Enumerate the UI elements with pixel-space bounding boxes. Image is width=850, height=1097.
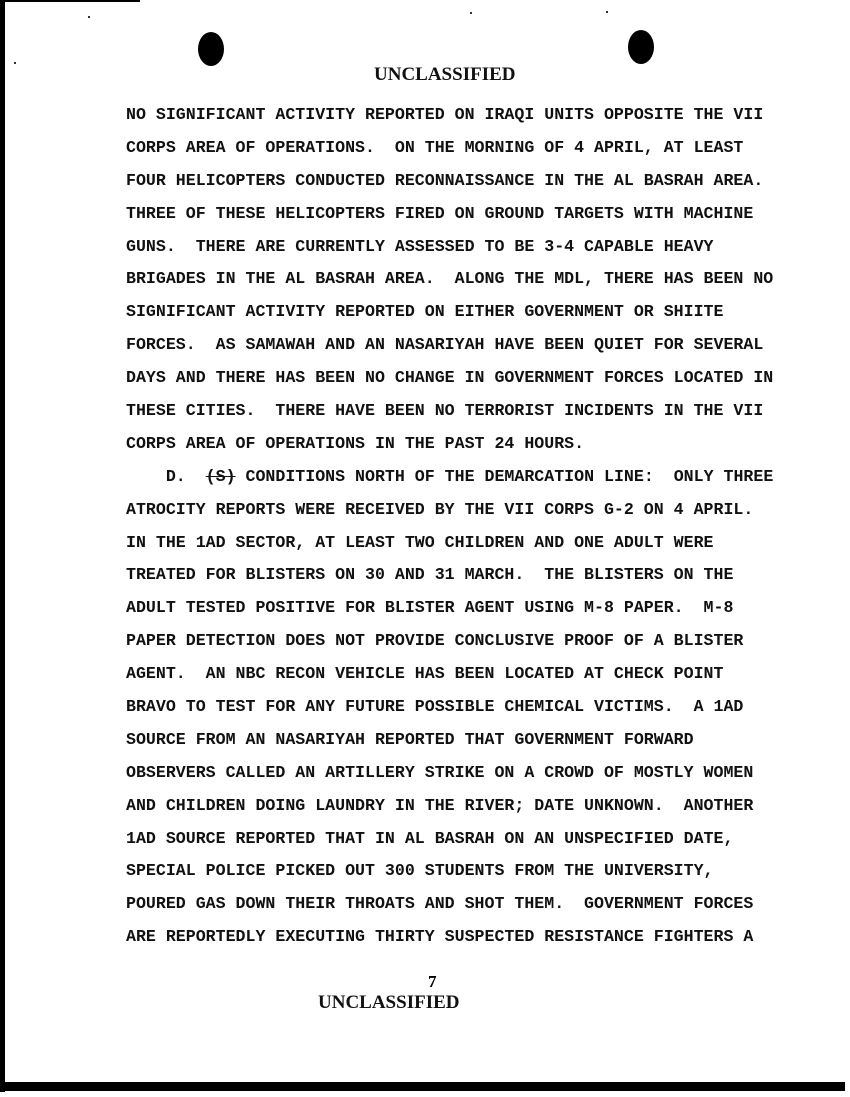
document-body <box>126 99 773 954</box>
text-line: THESE CITIES. THERE HAVE BEEN NO TERRORIST INCIDENTS IN THE VII <box>126 401 764 421</box>
scan-border-bottom <box>0 1082 845 1091</box>
scan-speck <box>88 16 90 18</box>
scan-speck <box>14 62 16 64</box>
scan-border-left <box>0 0 5 1092</box>
punch-hole-left <box>198 32 224 66</box>
scan-speck <box>470 12 472 14</box>
punch-hole-right <box>628 30 654 64</box>
text-line: FOUR HELICOPTERS CONDUCTED RECONNAISSANCE IN THE AL BASRAH AREA. <box>126 170 764 190</box>
footer-classification: UNCLASSIFIED <box>318 992 460 1013</box>
text-line: IN THE 1AD SECTOR, AT LEAST TWO CHILDREN AND ONE ADULT WERE <box>126 532 714 552</box>
text-line: GUNS. THERE ARE CURRENTLY ASSESSED TO BE 3-4 CAPABLE HEAVY <box>126 236 714 256</box>
text-line: SOURCE FROM AN NASARIYAH REPORTED THAT GOVERNMENT FORWARD <box>126 729 694 749</box>
text-line: 1AD SOURCE REPORTED THAT IN AL BASRAH ON AN UNSPECIFIED DATE, <box>126 828 734 848</box>
text-line: AND CHILDREN DOING LAUNDRY IN THE RIVER; DATE UNKNOWN. ANOTHER <box>126 795 754 815</box>
text-line: THREE OF THESE HELICOPTERS FIRED ON GROUND TARGETS WITH MACHINE <box>126 203 754 223</box>
text-line: OBSERVERS CALLED AN ARTILLERY STRIKE ON A CROWD OF MOSTLY WOMEN <box>126 762 754 782</box>
text-line: CORPS AREA OF OPERATIONS. ON THE MORNING OF 4 APRIL, AT LEAST <box>126 137 744 157</box>
text-line: ARE REPORTEDLY EXECUTING THIRTY SUSPECTED RESISTANCE FIGHTERS A <box>126 927 754 947</box>
text-line: ATROCITY REPORTS WERE RECEIVED BY THE VII CORPS G-2 ON 4 APRIL. <box>126 499 754 519</box>
text-line: NO SIGNIFICANT ACTIVITY REPORTED ON IRAQI UNITS OPPOSITE THE VII <box>126 105 764 124</box>
header-classification: UNCLASSIFIED <box>374 64 516 85</box>
struck-classification-marking: (S) <box>205 466 236 486</box>
paragraph-c-continued <box>126 99 773 461</box>
paragraph-d-first-line <box>126 461 773 494</box>
text-line: TREATED FOR BLISTERS ON 30 AND 31 MARCH. THE BLISTERS ON THE <box>126 565 734 585</box>
scan-speck <box>606 11 608 13</box>
scan-border-top <box>0 0 140 2</box>
text-line: FORCES. AS SAMAWAH AND AN NASARIYAH HAVE BEEN QUIET FOR SEVERAL <box>126 335 764 355</box>
text-line: POURED GAS DOWN THEIR THROATS AND SHOT THEM. GOVERNMENT FORCES <box>126 894 754 914</box>
text-line: SIGNIFICANT ACTIVITY REPORTED ON EITHER GOVERNMENT OR SHIITE <box>126 302 724 322</box>
text-line: DAYS AND THERE HAS BEEN NO CHANGE IN GOVERNMENT FORCES LOCATED IN <box>126 368 774 388</box>
text-line: SPECIAL POLICE PICKED OUT 300 STUDENTS FROM THE UNIVERSITY, <box>126 861 714 881</box>
text-line: BRIGADES IN THE AL BASRAH AREA. ALONG THE MDL, THERE HAS BEEN NO <box>126 269 774 289</box>
text-line: CORPS AREA OF OPERATIONS IN THE PAST 24 HOURS. <box>126 433 585 453</box>
paragraph-d-body <box>126 494 773 954</box>
text-line: BRAVO TO TEST FOR ANY FUTURE POSSIBLE CHEMICAL VICTIMS. A 1AD <box>126 697 744 717</box>
text-line: ADULT TESTED POSITIVE FOR BLISTER AGENT USING M-8 PAPER. M-8 <box>126 598 734 618</box>
text-line: AGENT. AN NBC RECON VEHICLE HAS BEEN LOCATED AT CHECK POINT <box>126 664 724 684</box>
paragraph-d-heading: CONDITIONS NORTH OF THE DEMARCATION LINE: ONLY THREE <box>235 466 774 486</box>
text-line: PAPER DETECTION DOES NOT PROVIDE CONCLUSIVE PROOF OF A BLISTER <box>126 631 744 651</box>
page-number: 7 <box>428 972 437 991</box>
paragraph-label: D. <box>126 466 206 486</box>
